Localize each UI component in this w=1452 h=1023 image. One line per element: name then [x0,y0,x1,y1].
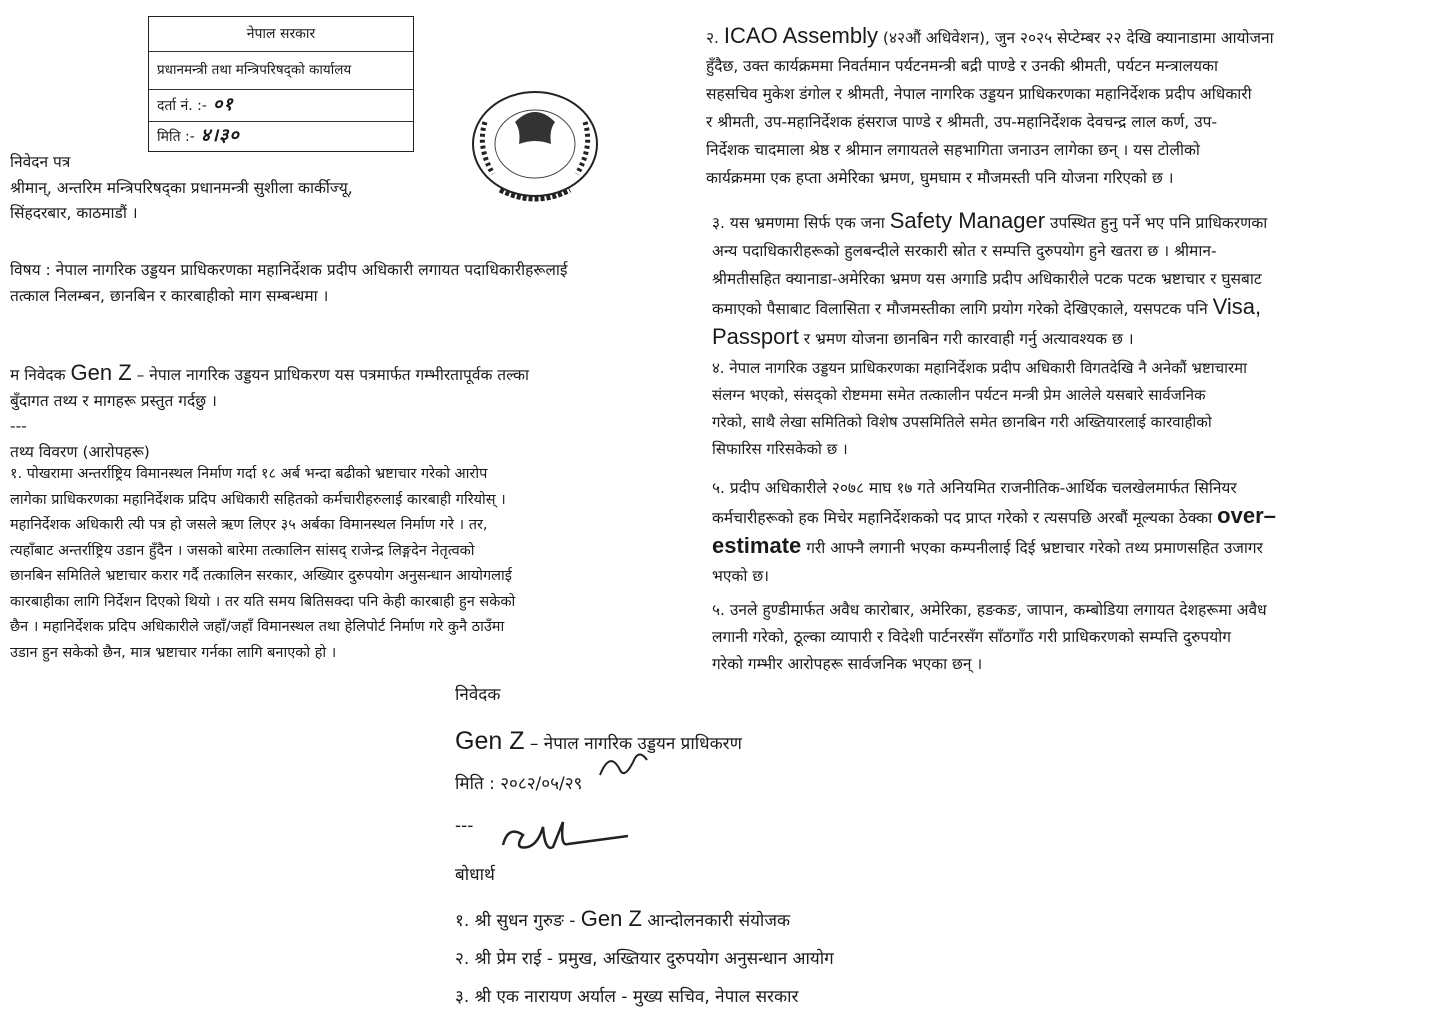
point-line: सिफारिस गरिसकेको छ । [712,440,848,458]
cc-heading: बोधार्थ [455,865,495,885]
point-line: महानिर्देशक अधिकारी त्यी पत्र हो जसले ऋण लिएर ३५ अर्बका विमानस्थल निर्माण गरे । तर, [10,517,488,533]
point-line [712,502,1437,532]
point-line: कारबाहीका लागि निर्देशन दिएको थियो । तर यति समय बितिसक्दा पनि केही कारबाही हुन सकेको [10,593,516,610]
subject-line: विषय : नेपाल नागरिक उड्डयन प्राधिकरणका महानिर्देशक प्रदीप अधिकारी लगायत पदाधिकारीहरूलाई [10,261,568,279]
point-line: त्यहाँबाट अन्तर्राष्ट्रिय उडान हुँदैन । जसको बारेमा तत्कालिन सांसद् राजेन्द्र लिङ्गदेन नेतृत्वको [10,542,475,559]
point-rest: (४२औं अधिवेशन), जुन २०२५ सेप्टेम्बर २२ देखि क्यानाडामा आयोजना [877,29,1274,47]
over-estimate-a: over– [1217,503,1276,528]
intro-rest: – नेपाल नागरिक उड्डयन प्राधिकरण यस पत्रमार्फत गम्भीरतापूर्वक तल्का [131,366,530,384]
point-line: निर्देशक चादमाला श्रेष्ठ र श्रीमान लगायतले सहभागिता जनाउन लागेका छन् । यस टोलीको [706,141,1200,159]
cc-section [455,860,1155,1012]
darta-label: दर्ता नं. :- [157,98,207,114]
point-5 [712,474,1437,590]
signoff-label: निवेदक [455,685,501,705]
signoff-genz: Gen Z [455,727,525,755]
cc-item [455,904,1155,936]
initial-mark-icon [595,745,655,785]
addressee-line: श्रीमान्, अन्तरिम मन्त्रिपरिषद्का प्रधानमन्त्री सुशीला कार्कीज्यू, [10,178,353,197]
point-rest: र भ्रमण योजना छानबिन गरी कारवाही गर्नु अत्यावश्यक छ । [798,330,1134,348]
cc-item: २. श्री प्रेम राई - प्रमुख, अख्तियार दुरुपयोग अनुसन्धान आयोग [455,949,834,969]
registration-stamp [148,16,414,152]
signature-icon [478,815,638,860]
signature-prefix: --- [455,816,474,836]
intro-line: बुँदागत तथ्य र मागहरू प्रस्तुत गर्दछु । [10,391,217,410]
point-line [712,532,1437,562]
point-6 [712,597,1437,678]
point-3 [712,207,1437,353]
stamp-miti [149,121,413,151]
point-prefix: ३. यस भ्रमणमा सिर्फ एक जना [712,214,890,232]
cc-item: ३. श्री एक नारायण अर्याल - मुख्य सचिव, नेपाल सरकार [455,987,799,1007]
miti-label: मिति :- [157,129,195,145]
point-2 [706,22,1436,192]
point-pre: कमाएको पैसाबाट विलासिता र मौजमस्तीका लागि प्रयोग गरेको देखिएकाले, यसपटक पनि [712,300,1213,318]
point-line: लगानी गरेको, ठूल्का व्यापारी र विदेशी पार्टनरसँग साँठगाँठ गरी प्राधिकरणको सम्पत्ति दुरुपयोग [712,628,1231,646]
point-line: ५. प्रदीप अधिकारीले २०७८ माघ १७ गते अनियमित राजनीतिक-आर्थिक चलखेलमार्फत सिनियर [712,479,1237,497]
point-rest: उपस्थित हुनु पर्ने भए पनि प्राधिकरणका [1045,214,1268,232]
addressee-line: सिंहदरबार, काठमाडौं । [10,204,138,222]
subject [10,258,700,309]
cc-rest: आन्दोलनकारी संयोजक [641,911,791,931]
point-line: ५. उनले हुण्डीमार्फत अवैध कारोबार, अमेरिका, हङकङ, जापान, कम्बोडिया लगायत देशहरूमा अवैध [712,601,1267,619]
point-line: संलग्न भएको, संसद्को रोष्टममा समेत तत्कालीन पर्यटन मन्त्री प्रेम आलेले यसबारे सार्वजनिक [712,386,1206,404]
point-line: अन्य पदाधिकारीहरूको हुलबन्दीले सरकारी स्रोत र सम्पत्ति दुरुपयोग हुने खतरा छ । श्रीमान- [712,242,1217,260]
cc-genz: Gen Z [580,906,642,931]
stamp-darta [149,89,413,122]
separator: --- [10,417,27,435]
point-line: सहसचिव मुकेश डंगोल र श्रीमती, नेपाल नागरिक उड्डयन प्राधिकरणका महानिर्देशक प्रदीप अधिकारी [706,85,1252,103]
point-line: छैन । महानिर्देशक प्रदिप अधिकारीले जहाँ/जहाँ विमानस्थल तथा हेलिपोर्ट निर्माण गरे कुनै ठाउँमा [10,619,505,635]
miti-value: ४।३० [200,125,240,146]
point-line: छानबिन समितिले भ्रष्टाचार करार गर्दै तत्कालिन सरकार, अख्यिार दुरुपयोग अनुसन्धान आयोगलाई [10,568,512,584]
stamp-office: प्रधानमन्त्री तथा मन्त्रिपरिषद्को कार्यालय [149,51,413,90]
point-pre: कर्मचारीहरूको हक मिचेर महानिर्देशकको पद प्राप्त गरेको र त्यसपछि अरबौं मूल्यका ठेक्का [712,509,1218,527]
letter-header [10,150,700,227]
point-line: र श्रीमती, उप-महानिर्देशक हंसराज पाण्डे र श्रीमती, उप-महानिर्देशक देवचन्द्र लाल कर्ण, उप- [706,113,1218,131]
over-estimate-b: estimate [712,533,802,558]
cc-pre: १. श्री सुधन गुरुङ - [455,911,581,931]
point-4 [712,355,1437,463]
point-1 [10,462,700,666]
point-line: गरेको गम्भीर आरोपहरू सार्वजनिक भएका छन् । [712,655,983,673]
passport: Passport [712,324,799,349]
point-line: ४. नेपाल नागरिक उड्डयन प्राधिकरणका महानिर्देशक प्रदीप अधिकारी विगतदेखि नै अनेकौं भ्रष्टाचारमा [712,359,1247,377]
darta-value: ०१ [212,94,234,115]
visa: Visa, [1212,294,1262,319]
facts-heading: तथ्य विवरण (आरोपहरू) [10,442,150,461]
signoff-org-name: – नेपाल नागरिक उड्डयन प्राधिकरण [524,734,742,754]
point-line: श्रीमतीसहित क्यानाडा-अमेरिका भ्रमण यस अगाडि प्रदीप अधिकारीले पटक पटक भ्रष्टाचार र घुसबाट [712,270,1262,288]
point-line [712,323,1437,353]
point-line: गरेको, साथै लेखा समितिको विशेष उपसमितिले समेत छानबिन गरी अख्तियारलाई कारवाहीको [712,413,1212,431]
point-line: उडान हुन सकेको छैन, मात्र भ्रष्टाचार गर्नका लागि बनाएको हो । [10,644,337,661]
safety-manager: Safety Manager [889,208,1046,233]
point-prefix: २. [706,29,724,47]
icao-assembly: ICAO Assembly [723,23,878,48]
point-line [712,207,1437,237]
point-rest: गरी आफ्नै लगानी भएका कम्पनीलाई दिई भ्रष्टाचार गरेको तथ्य प्रमाणसहित उजागर [801,539,1263,557]
intro [10,360,700,465]
intro-genz: Gen Z [70,360,132,385]
signoff-org [455,726,1055,759]
point-line: लागेका प्राधिकरणका महानिर्देशक प्रदिप अधिकारी सहितको कर्मचारीहरुलाई कारबाही गरियोस् । [10,491,506,508]
subject-line: तत्काल निलम्बन, छानबिन र कारबाहीको माग सम्बन्धमा । [10,286,329,305]
point-line: कार्यक्रममा एक हप्ता अमेरिका भ्रमण, घुमघाम र मौजमस्ती पनि योजना गरिएको छ । [706,169,1174,187]
intro-pre: म निवेदक [10,366,71,384]
point-line [712,293,1437,323]
point-line [706,22,1436,52]
letter-heading: निवेदन पत्र [10,153,71,171]
point-line: हुँदैछ, उक्त कार्यक्रममा निवर्तमान पर्यटनमन्त्री बद्री पाण्डे र उनकी श्रीमती, पर्यटन मन्त्रालयका [706,57,1218,75]
point-line: भएको छ। [712,567,770,585]
signoff-date: मिति : २०८२/०५/२९ [455,774,583,794]
intro-line [10,360,700,389]
stamp-header: नेपाल सरकार [149,17,413,52]
point-line: १. पोखरामा अन्तर्राष्ट्रिय विमानस्थल निर्माण गर्दा १८ अर्ब भन्दा बढीको भ्रष्टाचार गरेको आरोप [10,466,488,482]
